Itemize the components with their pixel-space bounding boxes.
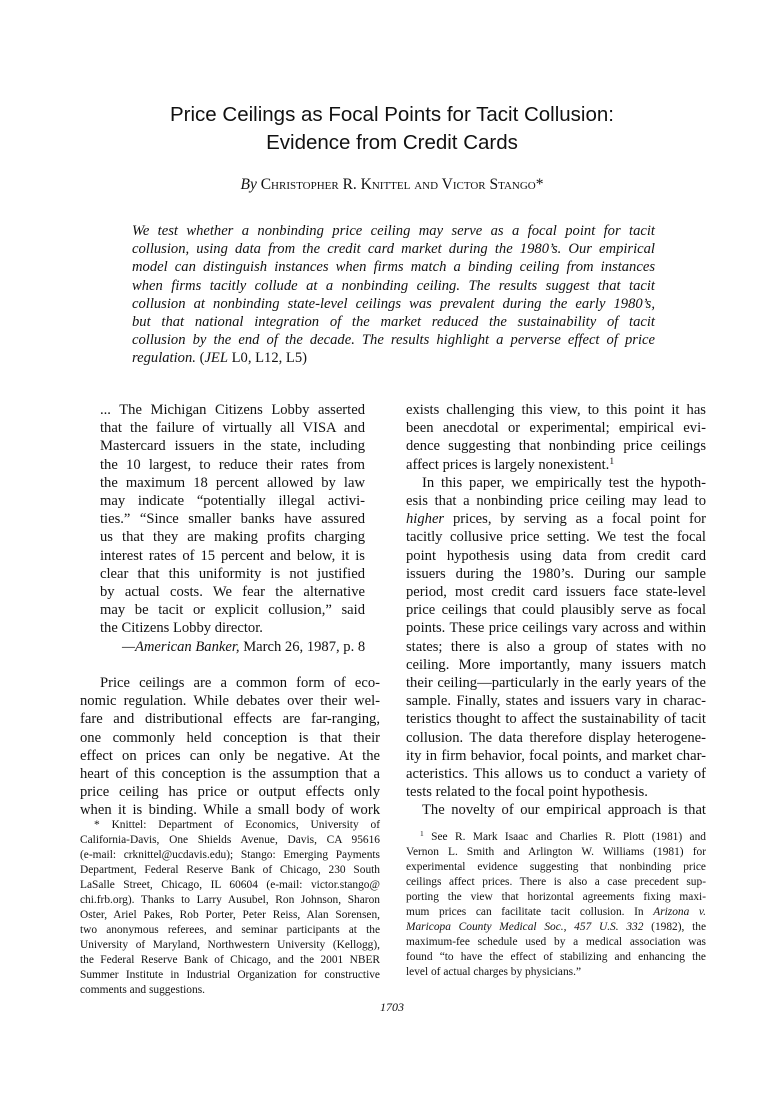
body-line: The novelty of our empirical approach is that <box>422 802 706 819</box>
jel-label: JEL <box>204 350 228 367</box>
quote-line: may indicate “potentially illegal activi- <box>100 493 365 510</box>
footnote-line: LaSalle Street, Chicago, IL 60604 (e-mail: victor.stango@ <box>80 879 380 891</box>
quote-line: the 10 largest, to reduce their rates from <box>100 456 365 473</box>
body-line: points. These price ceilings vary across and within <box>406 620 706 637</box>
left-column-body <box>80 674 380 820</box>
body-line: teristics thought to affect the sustainability of tacit <box>406 711 706 728</box>
body-line: states; there is also a group of states with no <box>406 638 706 655</box>
footnote-line: Department, Federal Reserve Bank of Chicago, 230 South <box>80 864 380 876</box>
body-line: tacitly collusive price setting. We test the focal <box>406 529 706 546</box>
body-line: one commonly held conception is that their <box>80 729 380 746</box>
footnote-line: Oster, Ariel Pakes, Rob Porter, Peter Reiss, Alan Sorensen, <box>80 909 380 921</box>
footnote-line: maximum-fee schedule used by a medical association was <box>406 936 706 948</box>
quote-line: the Citizens Lobby director. <box>100 620 263 637</box>
case-name: Arizona v. <box>653 906 706 918</box>
body-line: Price ceilings are a common form of eco- <box>100 675 380 691</box>
footnote-author <box>80 818 380 998</box>
right-column-body <box>406 401 706 820</box>
body-line: effect on prices can only be negative. At the <box>80 747 380 764</box>
body-line: price ceiling has price or output effects only <box>80 784 380 801</box>
footnote-line <box>406 905 706 920</box>
quote-line: that the failure of virtually all VISA and <box>100 420 365 437</box>
body-line: dence suggesting that nonbinding price ceilings <box>406 438 706 455</box>
article-title <box>100 101 684 157</box>
footnote-line: (e-mail: crknittel@ucdavis.edu); Stango: Emerging Payments <box>80 849 380 861</box>
body-line <box>406 456 706 474</box>
footnote-line: the Federal Reserve Bank of Chicago, and the 2001 NBER <box>80 954 380 966</box>
footnote-line: level of actual charges by physicians.” <box>406 966 582 978</box>
case-citation: Maricopa County Medical Soc., 457 U.S. 332 <box>406 921 644 933</box>
body-line: period, most credit card issuers face state-level <box>406 584 706 601</box>
body-line: issuers during the 1980’s. During our sample <box>406 565 706 582</box>
abstract-line: when firms tacitly collude at a nonbinding ceiling. The results suggest that tacit <box>132 277 655 294</box>
footnote-line: University of Maryland, Northwestern University (Kellogg), <box>80 939 380 951</box>
body-line: point hypothesis using data from credit card <box>406 547 706 564</box>
emphasis-higher: higher <box>406 511 445 528</box>
byline-authors: Christopher R. Knittel and Victor Stango* <box>260 176 544 193</box>
footnote-line: California-Davis, One Shields Avenue, Davis, CA 95616 <box>80 834 380 846</box>
abstract <box>132 222 655 368</box>
abstract-final-text: regulation. <box>132 350 196 367</box>
attribution-source: —American Banker, <box>122 638 240 655</box>
title-line-1: Price Ceilings as Focal Points for Tacit Collusion: <box>170 103 614 126</box>
body-line: In this paper, we empirically test the hypoth- <box>422 474 706 491</box>
abstract-line: model can distinguish instances when firms match a binding ceiling from instances <box>132 259 655 276</box>
body-line: sample. Finally, states and issuers vary in charac- <box>406 693 706 710</box>
footnote-line: found “to have the effect of stabilizing and enhancing the <box>406 951 706 963</box>
footnote-line <box>406 830 706 845</box>
abstract-line: collusion at nonbinding state-level ceilings was prevalent during the early 1980’s, <box>132 295 655 312</box>
body-line: collusion. The data therefore display heterogene- <box>406 729 706 746</box>
body-line: price ceilings that could plausibly serve as focal <box>406 602 706 619</box>
body-text: affect prices is largely nonexistent. <box>406 456 610 473</box>
body-line: ceiling. More importantly, many issuers match <box>406 656 706 673</box>
jel-codes: L0, L12, L5) <box>227 350 308 367</box>
quote-line: us that they are making profits charging <box>100 529 365 546</box>
footnote-line <box>406 920 706 935</box>
body-line: heart of this conception is the assumption that a <box>80 766 380 783</box>
body-line: ity in firm behavior, focal points, and market char- <box>406 747 706 764</box>
abstract-line: but that national integration of the market reduced the sustainability of tacit <box>132 314 655 331</box>
footnote-line: Vernon L. Smith and Arlington W. Williams (1981) for <box>406 846 706 858</box>
abstract-line: collusion by the end of the decade. The results highlight a perverse effect of price <box>132 332 655 349</box>
quote-line: by actual costs. We fear the alternative <box>100 584 365 601</box>
quote-line: clear that this uniformity is not justified <box>100 565 365 582</box>
quote-line: may be tacit or explicit collusion,” said <box>100 602 365 619</box>
quote-line: ... The Michigan Citizens Lobby asserted <box>100 402 365 418</box>
body-line: their ceiling—particularly in the early years of the <box>406 675 706 692</box>
footnote-line: ceilings affect prices. There is also a case precedent sup- <box>406 876 706 888</box>
abstract-line: We test whether a nonbinding price ceiling may serve as a focal point for tacit <box>132 223 655 239</box>
footnote-text: See R. Mark Isaac and Charlies R. Plott (1981) and <box>423 831 706 843</box>
footnote-line: chi.frb.org). Thanks to Larry Ausubel, Ron Johnson, Sharon <box>80 894 380 906</box>
quote-line: interest rates of 15 percent and below, it is <box>100 547 365 564</box>
body-line: nomic regulation. While debates over their wel- <box>80 693 380 710</box>
footnote-line: Summer Institute in Industrial Organization for constructive <box>80 969 380 981</box>
body-line: esis that a nonbinding price ceiling may lead to <box>406 493 706 510</box>
abstract-line: collusion, using data from the credit card market during the 1980’s. Our empirical <box>132 241 655 258</box>
jel-open: ( <box>199 350 205 367</box>
body-line: been anecdotal or experimental; empirical evi- <box>406 420 706 437</box>
byline-by: By <box>240 176 257 193</box>
byline <box>100 175 684 195</box>
footnote-line: experimental evidence suggesting that nonbinding price <box>406 861 706 873</box>
body-line: exists challenging this view, to this point it has <box>406 402 706 418</box>
quote-attribution <box>100 638 365 656</box>
footnote-line: * Knittel: Department of Economics, University of <box>94 819 380 831</box>
footnote-number: 1 <box>420 828 424 838</box>
page-number: 1703 <box>380 1000 404 1014</box>
footnote-text: (1982), the <box>643 921 706 933</box>
footnote-marker[interactable]: 1 <box>609 456 615 467</box>
footnote-line: comments and suggestions. <box>80 984 205 996</box>
footnote-1 <box>406 830 706 980</box>
quote-line: Mastercard issuers in the state, including <box>100 438 365 455</box>
body-line <box>406 510 706 528</box>
body-text: prices, by serving as a focal point for <box>444 511 706 528</box>
footnote-text: mum prices can facilitate tacit collusion. In <box>406 906 654 918</box>
body-line: acteristics. This allows us to conduct a variety of <box>406 766 706 783</box>
title-line-2: Evidence from Credit Cards <box>266 131 518 154</box>
footnote-line: porting the view that horizontal agreements fixing maxi- <box>406 891 706 903</box>
quote-line: the maximum 18 percent allowed by law <box>100 474 365 491</box>
footnote-line: two anonymous referees, and seminar participants at the <box>80 924 380 936</box>
abstract-line-last <box>132 349 655 367</box>
epigraph-quote <box>100 401 365 656</box>
quote-line: ties.” “Since smaller banks have assured <box>100 511 365 528</box>
body-line: tests related to the focal point hypothesis. <box>406 784 648 801</box>
body-line: when it is binding. While a small body of work <box>80 802 380 819</box>
body-line: fare and distributional effects are far-ranging, <box>80 711 380 728</box>
attribution-date: March 26, 1987, p. 8 <box>239 638 366 655</box>
